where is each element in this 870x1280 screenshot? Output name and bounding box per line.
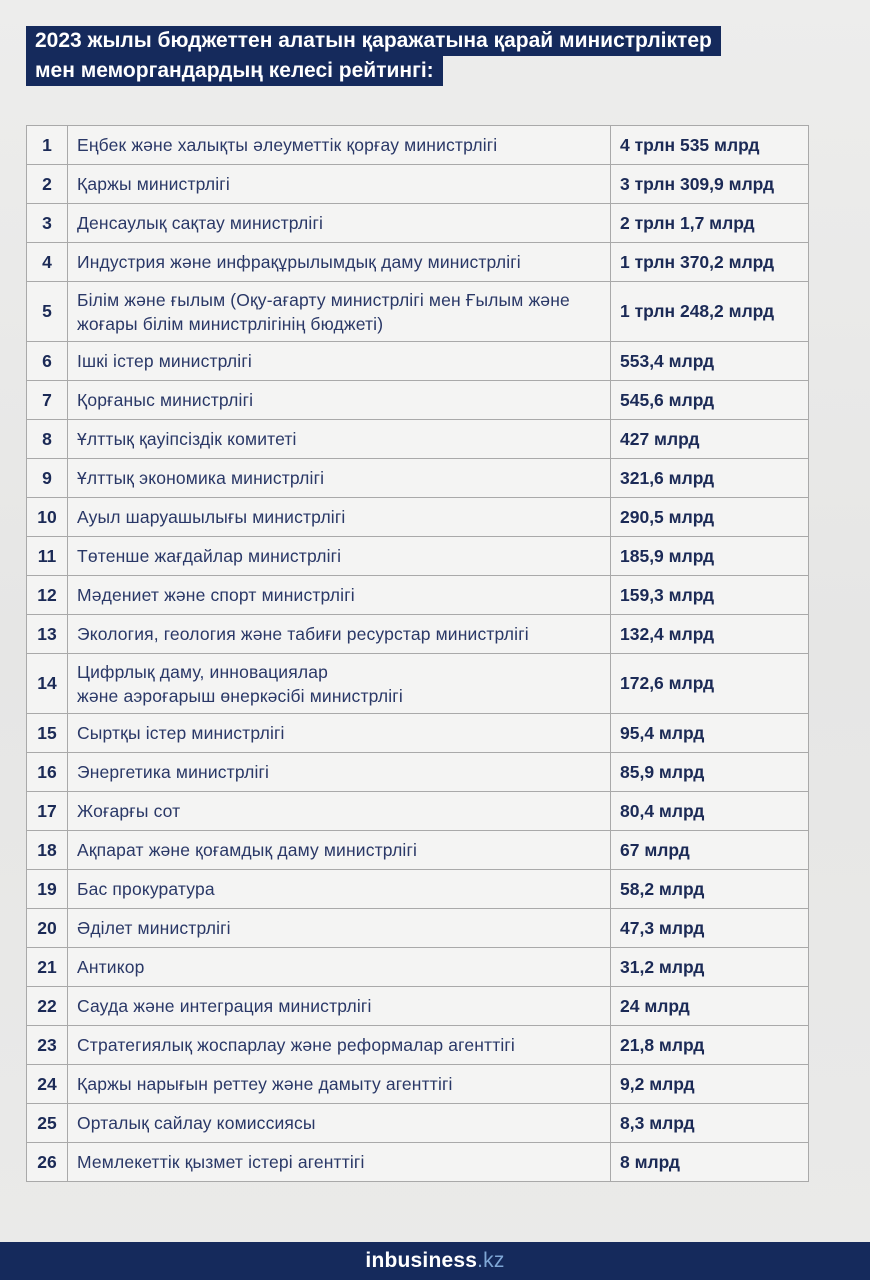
table-row xyxy=(27,381,809,420)
rank-cell: 17 xyxy=(27,792,68,831)
title-line-1: 2023 жылы бюджеттен алатын қаражатына қарай министрліктер xyxy=(26,26,721,56)
footer-bar xyxy=(0,1242,870,1280)
budget-amount-cell: 47,3 млрд xyxy=(611,909,809,948)
budget-amount-cell: 2 трлн 1,7 млрд xyxy=(611,204,809,243)
rank-cell: 21 xyxy=(27,948,68,987)
ministry-name-cell: Мемлекеттік қызмет істері агенттігі xyxy=(68,1143,611,1182)
rank-cell: 8 xyxy=(27,420,68,459)
table-row xyxy=(27,1143,809,1182)
rank-cell: 2 xyxy=(27,165,68,204)
rank-cell: 4 xyxy=(27,243,68,282)
budget-amount-cell: 1 трлн 370,2 млрд xyxy=(611,243,809,282)
rank-cell: 9 xyxy=(27,459,68,498)
budget-amount-cell: 8,3 млрд xyxy=(611,1104,809,1143)
budget-amount-cell: 21,8 млрд xyxy=(611,1026,809,1065)
table-row xyxy=(27,498,809,537)
rank-cell: 24 xyxy=(27,1065,68,1104)
ministry-name-cell: Қаржы министрлігі xyxy=(68,165,611,204)
rank-cell: 19 xyxy=(27,870,68,909)
ministry-name-cell: Денсаулық сақтау министрлігі xyxy=(68,204,611,243)
rank-cell: 23 xyxy=(27,1026,68,1065)
budget-amount-cell: 58,2 млрд xyxy=(611,870,809,909)
table-row xyxy=(27,165,809,204)
budget-amount-cell: 85,9 млрд xyxy=(611,753,809,792)
table-row xyxy=(27,342,809,381)
ministry-name-cell: Энергетика министрлігі xyxy=(68,753,611,792)
ministry-name-cell: Еңбек және халықты әлеуметтік қорғау министрлігі xyxy=(68,126,611,165)
rank-cell: 12 xyxy=(27,576,68,615)
budget-amount-cell: 1 трлн 248,2 млрд xyxy=(611,282,809,342)
ministry-name-cell: Стратегиялық жоспарлау және реформалар агенттігі xyxy=(68,1026,611,1065)
ministry-name-cell: Цифрлық даму, инновациялар және аэроғарыш өнеркәсібі министрлігі xyxy=(68,654,611,714)
table-row xyxy=(27,459,809,498)
table-row xyxy=(27,537,809,576)
rank-cell: 16 xyxy=(27,753,68,792)
rank-cell: 6 xyxy=(27,342,68,381)
budget-amount-cell: 321,6 млрд xyxy=(611,459,809,498)
rank-cell: 20 xyxy=(27,909,68,948)
table-body xyxy=(27,126,809,1182)
table-row xyxy=(27,126,809,165)
rank-cell: 14 xyxy=(27,654,68,714)
table-row xyxy=(27,1104,809,1143)
title-line-2: мен меморгандардың келесі рейтингі: xyxy=(26,56,443,86)
budget-amount-cell: 95,4 млрд xyxy=(611,714,809,753)
table-row xyxy=(27,654,809,714)
ministry-name-cell: Білім және ғылым (Оқу-ағарту министрлігі мен Ғылым және жоғары білім министрлігінің бюджеті) xyxy=(68,282,611,342)
ministry-name-cell: Ішкі істер министрлігі xyxy=(68,342,611,381)
budget-amount-cell: 3 трлн 309,9 млрд xyxy=(611,165,809,204)
ministry-name-cell: Ауыл шаруашылығы министрлігі xyxy=(68,498,611,537)
budget-amount-cell: 8 млрд xyxy=(611,1143,809,1182)
rank-cell: 1 xyxy=(27,126,68,165)
rank-cell: 10 xyxy=(27,498,68,537)
ministry-name-cell: Сауда және интеграция министрлігі xyxy=(68,987,611,1026)
table-row xyxy=(27,753,809,792)
ministry-name-cell: Ұлттық экономика министрлігі xyxy=(68,459,611,498)
ministry-name-cell: Индустрия және инфрақұрылымдық даму министрлігі xyxy=(68,243,611,282)
ministry-rating-table xyxy=(26,125,809,1182)
budget-amount-cell: 553,4 млрд xyxy=(611,342,809,381)
table-row xyxy=(27,243,809,282)
rank-cell: 7 xyxy=(27,381,68,420)
rank-cell: 5 xyxy=(27,282,68,342)
page-title xyxy=(26,26,721,86)
table-row xyxy=(27,831,809,870)
rank-cell: 18 xyxy=(27,831,68,870)
table-row xyxy=(27,909,809,948)
inbusiness-logo: inbusiness.kz xyxy=(365,1249,505,1272)
ministry-name-cell: Қорғаныс министрлігі xyxy=(68,381,611,420)
budget-amount-cell: 80,4 млрд xyxy=(611,792,809,831)
budget-amount-cell: 31,2 млрд xyxy=(611,948,809,987)
rank-cell: 22 xyxy=(27,987,68,1026)
table-row xyxy=(27,204,809,243)
table-row xyxy=(27,282,809,342)
ministry-name-cell: Ақпарат және қоғамдық даму министрлігі xyxy=(68,831,611,870)
rank-cell: 26 xyxy=(27,1143,68,1182)
budget-amount-cell: 545,6 млрд xyxy=(611,381,809,420)
table-row xyxy=(27,948,809,987)
ministry-name-cell: Орталық сайлау комиссиясы xyxy=(68,1104,611,1143)
budget-amount-cell: 132,4 млрд xyxy=(611,615,809,654)
table-row xyxy=(27,870,809,909)
budget-amount-cell: 185,9 млрд xyxy=(611,537,809,576)
table-row xyxy=(27,792,809,831)
table-row xyxy=(27,615,809,654)
ministry-name-cell: Жоғарғы сот xyxy=(68,792,611,831)
table-row xyxy=(27,1065,809,1104)
table-row xyxy=(27,576,809,615)
rank-cell: 15 xyxy=(27,714,68,753)
ministry-name-cell: Төтенше жағдайлар министрлігі xyxy=(68,537,611,576)
table-row xyxy=(27,714,809,753)
ministry-name-cell: Қаржы нарығын реттеу және дамыту агенттігі xyxy=(68,1065,611,1104)
ministry-name-cell: Ұлттық қауіпсіздік комитеті xyxy=(68,420,611,459)
ministry-name-cell: Бас прокуратура xyxy=(68,870,611,909)
budget-amount-cell: 9,2 млрд xyxy=(611,1065,809,1104)
rank-cell: 13 xyxy=(27,615,68,654)
rank-cell: 3 xyxy=(27,204,68,243)
budget-amount-cell: 290,5 млрд xyxy=(611,498,809,537)
budget-amount-cell: 67 млрд xyxy=(611,831,809,870)
table-row xyxy=(27,1026,809,1065)
ministry-name-cell: Антикор xyxy=(68,948,611,987)
table-row xyxy=(27,987,809,1026)
ministry-name-cell: Экология, геология және табиғи ресурстар министрлігі xyxy=(68,615,611,654)
budget-amount-cell: 4 трлн 535 млрд xyxy=(611,126,809,165)
budget-amount-cell: 427 млрд xyxy=(611,420,809,459)
rank-cell: 25 xyxy=(27,1104,68,1143)
ministry-name-cell: Мәдениет және спорт министрлігі xyxy=(68,576,611,615)
ministry-name-cell: Әділет министрлігі xyxy=(68,909,611,948)
budget-amount-cell: 24 млрд xyxy=(611,987,809,1026)
budget-amount-cell: 172,6 млрд xyxy=(611,654,809,714)
ministry-name-cell: Сыртқы істер министрлігі xyxy=(68,714,611,753)
rank-cell: 11 xyxy=(27,537,68,576)
budget-amount-cell: 159,3 млрд xyxy=(611,576,809,615)
table-row xyxy=(27,420,809,459)
